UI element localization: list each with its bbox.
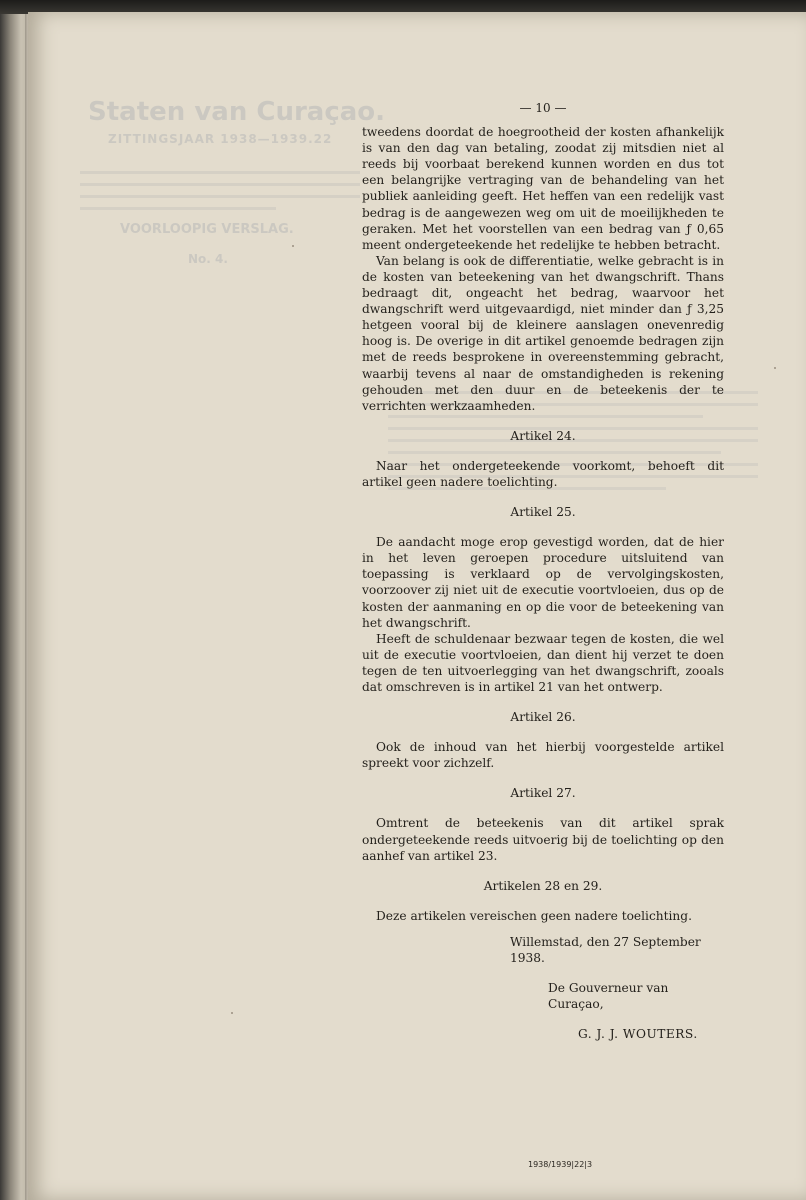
signature-title: De Gouverneur van Curaçao, (548, 981, 669, 1012)
article-paragraph: Omtrent de beteekenis van dit artikel sprak ondergeteekende reeds uitvoerig bij de toelichting op den aanhef van artikel 23. (362, 816, 724, 863)
bleed-through-number: No. 4. (188, 252, 228, 266)
bleed-through-title: Staten van Curaçao. (88, 97, 386, 127)
article-paragraph: De aandacht moge erop gevestigd worden, dat de hier in het leven geroepen procedure uitsluitend van toepassing is verklaard op de vervolgingskosten, voorzoover zij niet uit de executie voortvloeien, dus op de kosten der aanmaning en op die voor de beteekening van het dwangschrift. (362, 535, 724, 630)
article-paragraph: Naar het ondergeteekende voorkomt, behoeft dit artikel geen nadere toelichting. (362, 458, 724, 489)
differentiation-paragraph: Van belang is ook de differentiatie, welke gebracht is in de kosten van beteekening van het dwangschrift. Thans bedraagt dit, ongeacht het bedrag, waarvoor het dwangschrift werd uitgevaardigd, niet minder dan ƒ 3,25 hetgeen vooral bij de kleinere aanslagen onevenredig hoog is. De overige in dit artikel genoemde bedragen zijn met de reeds besprokene in overeenstemming gebracht, waarbij tevens al naar de omstandigheden is rekening gehouden met den duur en de beteekenis der te verrichten werkzaamheden. (362, 253, 724, 413)
page-number: — 10 — (519, 101, 567, 115)
article-paragraph: Heeft de schuldenaar bezwaar tegen de kosten, die wel uit de executie voortvloeien, dan dient hij verzet te doen tegen de ten uitvoerlegging van het dwangschrift, zooals dat omschreven is in artikel 21 van het ontwerp. (362, 631, 724, 694)
document-text (362, 100, 724, 1042)
article-heading: Artikel 27. (510, 786, 576, 801)
article-paragraph: Ook de inhoud van het hierbij voorgestelde artikel spreekt voor zichzelf. (362, 740, 724, 771)
article-heading: Artikel 24. (510, 428, 576, 443)
bleed-through-heading: VOORLOOPIG VERSLAG. (120, 222, 294, 237)
opening-paragraph: tweedens doordat de hoegrootheid der kosten afhankelijk is van den dag van betaling, zoodat zij mitsdien niet al reeds bij voorbaat berekend kunnen worden en dus tot een belangrijke vertraging van de behandeling van het publiek aanleiding geeft. Het heffen van een redelijk vast bedrag is de aangewezen weg om uit de moeilijkheden te geraken. Met het voorstellen van een bedrag van ƒ 0,65 meent ondergeteekende het redelijke te hebben betracht. (362, 125, 724, 252)
article-paragraph: Deze artikelen vereischen geen nadere toelichting. (376, 908, 692, 923)
signature-place-date: Willemstad, den 27 September 1938. (510, 934, 701, 966)
bleed-through-lines (80, 162, 360, 219)
signature-name: G. J. J. WOUTERS. (578, 1027, 698, 1042)
article-heading: Artikel 26. (510, 710, 576, 725)
footer-code: 1938/1939|22|3 (528, 1160, 593, 1169)
bleed-through-subtitle: ZITTINGSJAAR 1938—1939.22 (108, 132, 333, 146)
article-heading: Artikelen 28 en 29. (483, 878, 603, 893)
article-heading: Artikel 25. (510, 505, 576, 520)
